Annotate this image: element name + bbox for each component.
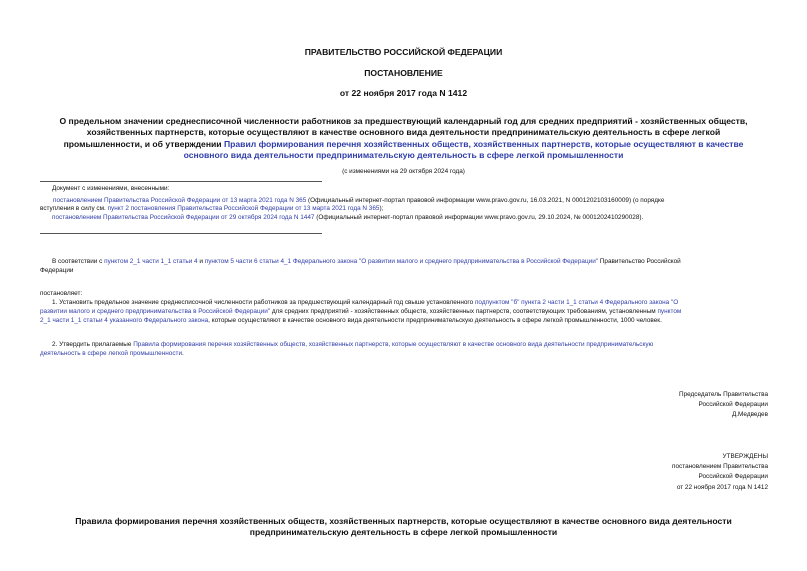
approved-block <box>672 452 768 493</box>
amendments-block <box>40 185 772 222</box>
amendment-text: (Официальный интернет-портал правовой информации www.pravo.gov.ru, 29.10.2024, № 0001202410290028). <box>314 213 644 221</box>
p2-line-1 <box>40 340 770 349</box>
approved-country: Российской Федерации <box>698 473 768 481</box>
preamble-text: Правительство Российской <box>598 258 681 265</box>
rules-link-p2[interactable]: Правила формирования перечня хозяйственных обществ, хозяйственных партнерств, которые осуществляют в качестве основного вида деятельности предпринимательскую <box>133 341 654 348</box>
signature-name: Д.Медведев <box>731 411 768 419</box>
p1-text: 1. Установить предельное значение среднесписочной численности работников за предшествующий календарный год свыше установленного <box>52 299 475 306</box>
rules-link-continued[interactable]: основного вида деятельности предпринимательскую деятельность в сфере легкой промышленности <box>183 150 624 161</box>
p1-line-1 <box>40 298 770 307</box>
approved-by: постановлением Правительства <box>672 463 768 471</box>
amendment-text: (Официальный интернет-портал правовой информации www.pravo.gov.ru, 16.03.2021, N 0001202103160009) (о порядке <box>306 196 665 204</box>
amendment-item-1 <box>52 197 772 206</box>
decree-word: постановляет: <box>40 290 83 297</box>
law-link-point-2-1[interactable]: пунктом 2_1 части 1_1 статьи 4 <box>104 258 198 265</box>
amendment-link-2021[interactable]: постановлением Правительства Российской Федерации от 13 марта 2021 года N 365 <box>53 196 307 204</box>
p1-line-3 <box>40 316 770 325</box>
amendment-text: вступления в силу см. <box>40 205 108 213</box>
law-link-point[interactable]: пунктом <box>657 308 682 315</box>
rules-title-line-2: предпринимательскую деятельность в сфере легкой промышленности <box>249 527 558 538</box>
preamble-line-2: Федерации <box>40 267 74 274</box>
p2-line-2 <box>40 349 770 358</box>
amendment-link-2024[interactable]: постановлением Правительства Российской Федерации от 29 октября 2024 года N 1447 <box>52 213 315 221</box>
p1-text: для средних предприятий - хозяйственных обществ, хозяйственных партнерств, соответствующих требованиям, установленным <box>270 308 658 315</box>
law-link-subpoint-b-cont[interactable]: развитии малого и среднего предпринимательства в Российской Федерации" <box>40 308 271 315</box>
rules-link[interactable]: Правил формирования перечня хозяйственных обществ, хозяйственных партнерств, которые осуществляют в качестве <box>223 138 744 149</box>
rules-title-line-1: Правила формирования перечня хозяйственных обществ, хозяйственных партнерств, которые осуществляют в качестве основного вида деятельности <box>75 516 732 526</box>
divider-top <box>40 181 322 182</box>
approved-heading: УТВЕРЖДЕНЫ <box>722 453 768 460</box>
document-date-number: от 22 ноября 2017 года N 1412 <box>339 88 468 98</box>
document-title <box>0 116 807 162</box>
signature-position: Председатель Правительства <box>679 391 768 398</box>
amendment-point-link[interactable]: пункт 2 постановления Правительства Российской Федерации от 13 марта 2021 года N 365 <box>107 205 380 213</box>
law-link-subpoint-b[interactable]: подпунктом "б" пункта 2 части 1_1 статьи 4 Федерального закона "О <box>474 299 679 306</box>
signature-country: Российской Федерации <box>698 401 768 409</box>
approved-date: от 22 ноября 2017 года N 1412 <box>676 483 768 491</box>
divider-bottom <box>40 233 322 234</box>
paragraph-2 <box>40 340 770 358</box>
preamble-text: и <box>197 258 205 265</box>
p2-text: 2. Утвердить прилагаемые <box>52 341 134 348</box>
title-line-2: хозяйственных партнерств, которые осуществляют в качестве основного вида деятельности предпринимательскую деятельность в сфере легкой <box>86 127 721 138</box>
document-type: ПОСТАНОВЛЕНИЕ <box>364 68 443 78</box>
rules-title <box>0 516 807 539</box>
preamble-text: В соответствии с <box>52 258 105 265</box>
amendment-item-2 <box>52 214 772 223</box>
p1-line-2 <box>40 307 770 316</box>
paragraph-1 <box>40 298 770 325</box>
signature-block <box>679 390 768 421</box>
amendment-text: ); <box>379 205 384 213</box>
revision-note: (с изменениями на 29 октября 2024 года) <box>342 168 465 175</box>
amendment-item-1-cont <box>40 205 772 214</box>
p2-text: . <box>182 350 184 357</box>
title-line-3 <box>0 139 807 150</box>
amendments-intro: Документ с изменениями, внесенными: <box>52 185 170 192</box>
government-heading: ПРАВИТЕЛЬСТВО РОССИЙСКОЙ ФЕДЕРАЦИИ <box>304 47 503 57</box>
title-text: промышленности, и об утверждении <box>63 138 224 149</box>
p1-text: , которые осуществляют в качестве основного вида деятельности предпринимательскую деятельность в сфере легкой промышленности, 1000 человек. <box>208 317 662 324</box>
preamble-line-1 <box>40 257 770 266</box>
law-link-point-5[interactable]: пунктом 5 части 6 статьи 4_1 Федерального закона "О развитии малого и среднего предпринимательства в Российской Федерации" <box>204 258 599 265</box>
title-line-1: О предельном значении среднесписочной численности работников за предшествующий календарный год для средних предприятий - хозяйственных обществ, <box>59 116 748 126</box>
rules-link-p2-cont[interactable]: деятельность в сфере легкой промышленности <box>40 350 183 357</box>
preamble <box>40 257 770 275</box>
law-link-point-cont[interactable]: 2_1 части 1_1 статьи 4 указанного Федерального закона <box>40 317 209 324</box>
